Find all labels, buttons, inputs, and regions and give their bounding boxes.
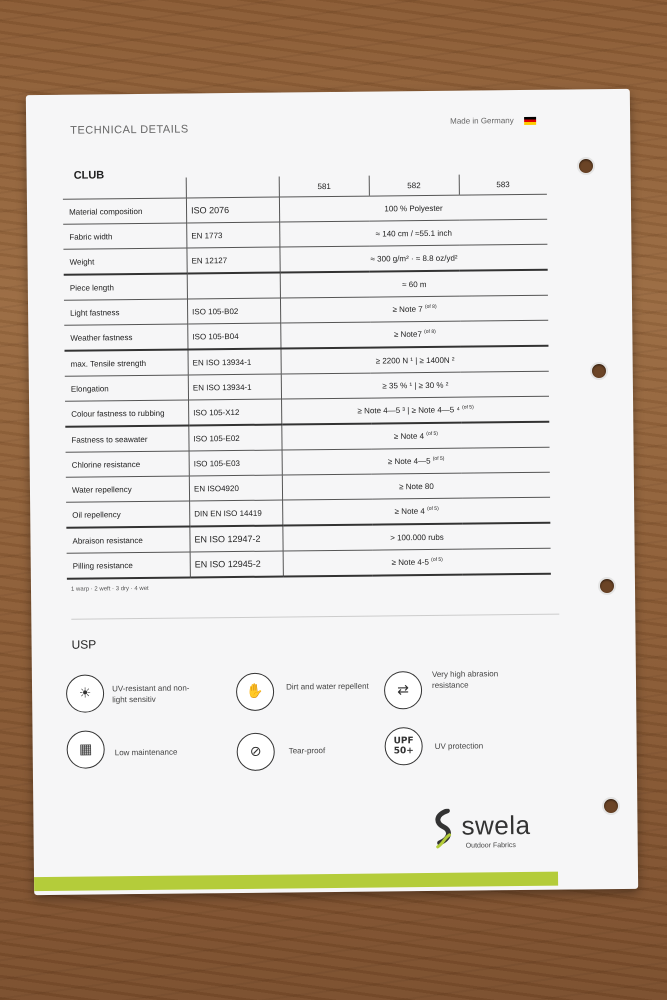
usp-label-uv-protection: UV protection	[434, 741, 484, 751]
germany-flag-icon	[524, 117, 536, 125]
row-value-note: (of 8)	[424, 329, 436, 336]
row-property: Elongation	[65, 375, 189, 401]
brand-tagline: Outdoor Fabrics	[465, 842, 516, 850]
usp-label-dirt: Dirt and water repellent	[285, 681, 369, 692]
brand-color-bar	[34, 872, 558, 891]
row-standard: ISO 105-B04	[188, 323, 281, 349]
row-value	[282, 472, 550, 500]
row-value-text: ≥ 2200 N ¹ | ≥ 1400N ²	[375, 355, 455, 366]
row-property: Oil repellency	[66, 501, 190, 528]
row-property: Colour fastness to rubbing	[65, 400, 189, 427]
row-property: Material composition	[63, 198, 187, 224]
brand-name: swela	[461, 809, 531, 841]
row-value	[282, 422, 550, 450]
product-name: CLUB	[73, 169, 105, 182]
row-value-text: ≥ Note 4—5	[387, 456, 431, 467]
row-value	[282, 396, 550, 424]
spec-sheet	[26, 89, 638, 895]
abrasion-icon: ⇄	[384, 671, 422, 709]
column-582: 582	[369, 175, 459, 196]
row-value	[283, 523, 551, 551]
usp-label-maintenance: Low maintenance	[114, 747, 178, 758]
row-standard: ISO 105-X12	[189, 399, 282, 425]
row-standard: EN ISO 13934-1	[188, 374, 281, 400]
row-value-text: > 100.000 rubs	[390, 532, 444, 542]
row-value-text: ≥ Note 7	[392, 304, 423, 315]
usp-label-uv: UV-resistant and non-light sensitiv	[112, 683, 190, 705]
row-value	[280, 244, 548, 272]
row-value-text: ≥ Note 4-5	[391, 557, 429, 568]
page-title: TECHNICAL DETAILS	[70, 123, 189, 137]
row-value-note: (of 5)	[462, 404, 474, 411]
row-standard: EN 12127	[187, 247, 280, 273]
row-value	[282, 447, 550, 475]
row-value-note: (of 8)	[424, 304, 437, 311]
row-property: max. Tensile strength	[65, 350, 189, 377]
row-property: Water repellency	[66, 476, 190, 502]
row-value	[283, 548, 551, 576]
row-standard: EN ISO4920	[189, 475, 282, 501]
row-standard	[187, 273, 280, 299]
row-value	[279, 194, 547, 222]
row-standard: EN 1773	[187, 222, 280, 248]
row-value-note: (of 5)	[432, 455, 445, 463]
row-value-text: ≥ Note 80	[399, 481, 434, 491]
row-value-text: ≥ Note 4	[393, 431, 425, 442]
usp-label-abrasion: Very high abrasion resistance	[431, 669, 499, 690]
row-value-text: ≥ 35 % ¹ | ≥ 30 % ²	[382, 380, 449, 390]
upf-badge: UPF 50+	[393, 736, 414, 757]
row-value	[283, 497, 551, 525]
row-value-note: (of 5)	[426, 431, 438, 438]
row-property: Pilling resistance	[67, 552, 191, 579]
footnote: 1 warp · 2 weft · 3 dry · 4 wet	[70, 585, 149, 593]
row-standard: EN ISO 12947-2	[190, 526, 283, 552]
spec-table	[63, 174, 551, 580]
made-in-label: Made in Germany	[450, 116, 514, 126]
row-value	[281, 320, 549, 348]
row-value	[281, 371, 549, 399]
row-value-text: ≥ Note 4	[394, 506, 425, 517]
swela-logo-icon	[433, 809, 453, 849]
row-value-text: ≥ Note 4—5 ³ | ≥ Note 4—5 ⁴	[357, 405, 460, 416]
punch-hole	[577, 157, 595, 175]
divider	[71, 614, 559, 620]
column-581: 581	[279, 176, 369, 197]
row-property: Chlorine resistance	[66, 451, 190, 477]
row-value-text: 100 % Polyester	[384, 203, 443, 213]
fabric-icon: ▦	[66, 730, 104, 768]
row-standard: ISO 105-E02	[189, 425, 282, 451]
punch-hole	[602, 797, 620, 815]
row-property: Light fastness	[64, 299, 188, 325]
upf-icon	[384, 727, 422, 765]
row-value-text: ≥ Note7	[393, 329, 422, 340]
row-value	[280, 295, 548, 323]
row-standard: ISO 105-E03	[189, 450, 282, 476]
row-property: Piece length	[64, 274, 188, 301]
row-value-text: ≈ 300 g/m² · ≈ 8.8 oz/yd²	[370, 253, 458, 264]
row-property: Weight	[63, 248, 187, 275]
row-value-note: (of 5)	[431, 557, 443, 564]
row-property: Fabric width	[63, 223, 187, 249]
row-value	[281, 346, 549, 374]
usp-title: USP	[71, 637, 97, 652]
usp-label-tear: Tear-proof	[288, 746, 326, 756]
row-value	[280, 270, 548, 298]
row-value-text: ≈ 140 cm / ≈55.1 inch	[375, 228, 453, 239]
row-standard: EN ISO 12945-2	[190, 551, 283, 577]
row-standard: EN ISO 13934-1	[188, 349, 281, 375]
sun-icon: ☀	[66, 674, 104, 712]
table-row	[67, 548, 551, 579]
row-property: Fastness to seawater	[65, 425, 189, 452]
row-value-text: ≈ 60 m	[402, 279, 427, 289]
tear-icon: ⊘	[237, 733, 275, 771]
row-standard: ISO 105-B02	[187, 298, 280, 324]
row-property: Weather fastness	[64, 324, 188, 351]
row-property: Abraison resistance	[66, 526, 190, 553]
column-583: 583	[459, 174, 547, 195]
row-value	[280, 219, 548, 247]
row-value-note: (of 5)	[427, 506, 439, 513]
punch-hole	[590, 362, 608, 380]
droplet-icon: ✋	[236, 673, 274, 711]
punch-hole	[598, 577, 616, 595]
row-standard: ISO 2076	[186, 197, 279, 223]
row-standard: DIN EN ISO 14419	[190, 500, 283, 526]
